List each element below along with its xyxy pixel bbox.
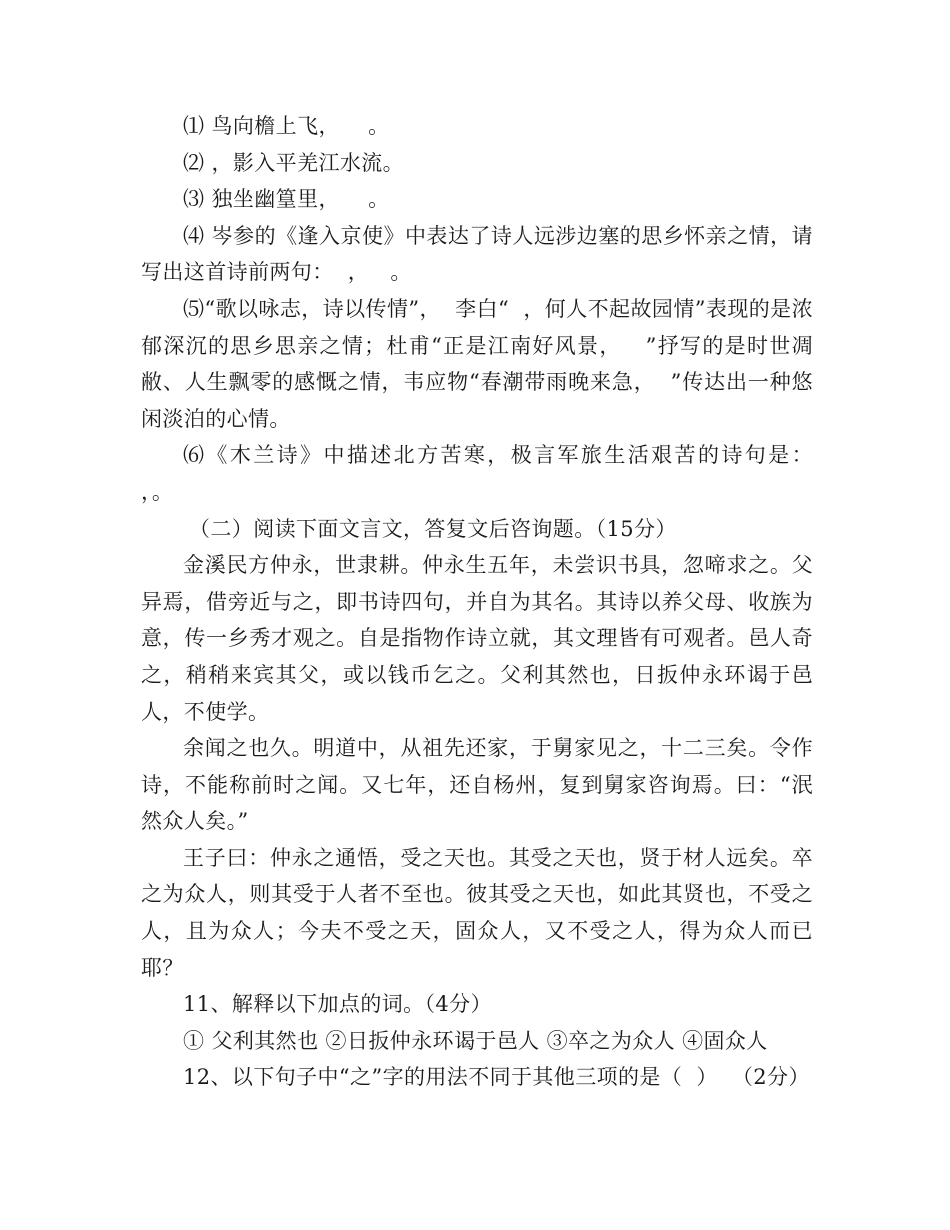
- section-2-heading: （二）阅读下面文言文，答复文后咨询题。（15分）: [189, 516, 677, 541]
- question-2-line: ⑵ ，影入平羌江水流。: [183, 150, 405, 175]
- question-5-paragraph: ⑸“歌以咏志，诗以传情”， 李白“ ，何人不起故园情”表现的是浓郁深沉的思乡思亲之情；杜甫“正是江南好风景， ”抒写的是时世凋敝、人生飘零的感慨之情，韦应物“春潮带雨晚来急， ”传达出一种悠闲淡泊的心情。: [141, 296, 813, 431]
- classical-passage-paragraph-2: 余闻之也久。明道中，从祖先还家，于舅家见之，十二三矣。令作诗，不能称前时之闻。又七年，还自杨州，复到舅家咨询焉。曰：“泯然众人矣。”: [141, 736, 813, 834]
- question-12-prompt: 12、以下句子中“之”字的用法不同于其他三项的是（ ） （2分）: [183, 1065, 810, 1090]
- document-body: [141, 108, 835, 1096]
- question-4-paragraph: ⑷ 岑参的《逢入京使》中表达了诗人远涉边塞的思乡怀亲之情，请写出这首诗前两句： ， 。: [141, 223, 813, 285]
- question-11-prompt: 11、解释以下加点的词。（4分）: [183, 992, 492, 1017]
- question-1-line: ⑴ 鸟向檐上飞， 。: [183, 114, 390, 138]
- classical-passage-paragraph-1: 金溪民方仲永，世隶耕。仲永生五年，未尝识书具，忽啼求之。父异焉，借旁近与之，即书诗四句，并自为其名。其诗以养父母、收族为意，传一乡秀才观之。自是指物作诗立就，其文理皆有可观者。邑人奇之，稍稍来宾其父，或以钱币乞之。父利其然也，日扳仲永环谒于邑人，不使学。: [141, 553, 813, 724]
- classical-passage-paragraph-3: 王子曰：仲永之通悟，受之天也。其受之天也，贤于材人远矣。卒之为众人，则其受于人者不至也。彼其受之天也，如此其贤也，不受之人，且为众人；今夫不受之天，固众人，又不受之人，得为众人而已耶？: [141, 845, 813, 980]
- question-6-paragraph: ⑹《木兰诗》中描述北方苦寒，极言军旅生活艰苦的诗句是： ，。: [141, 443, 835, 504]
- question-11-items: ① 父利其然也 ②日扳仲永环谒于邑人 ③卒之为众人 ④固众人: [183, 1028, 768, 1053]
- question-3-line: ⑶ 独坐幽篁里， 。: [183, 187, 390, 212]
